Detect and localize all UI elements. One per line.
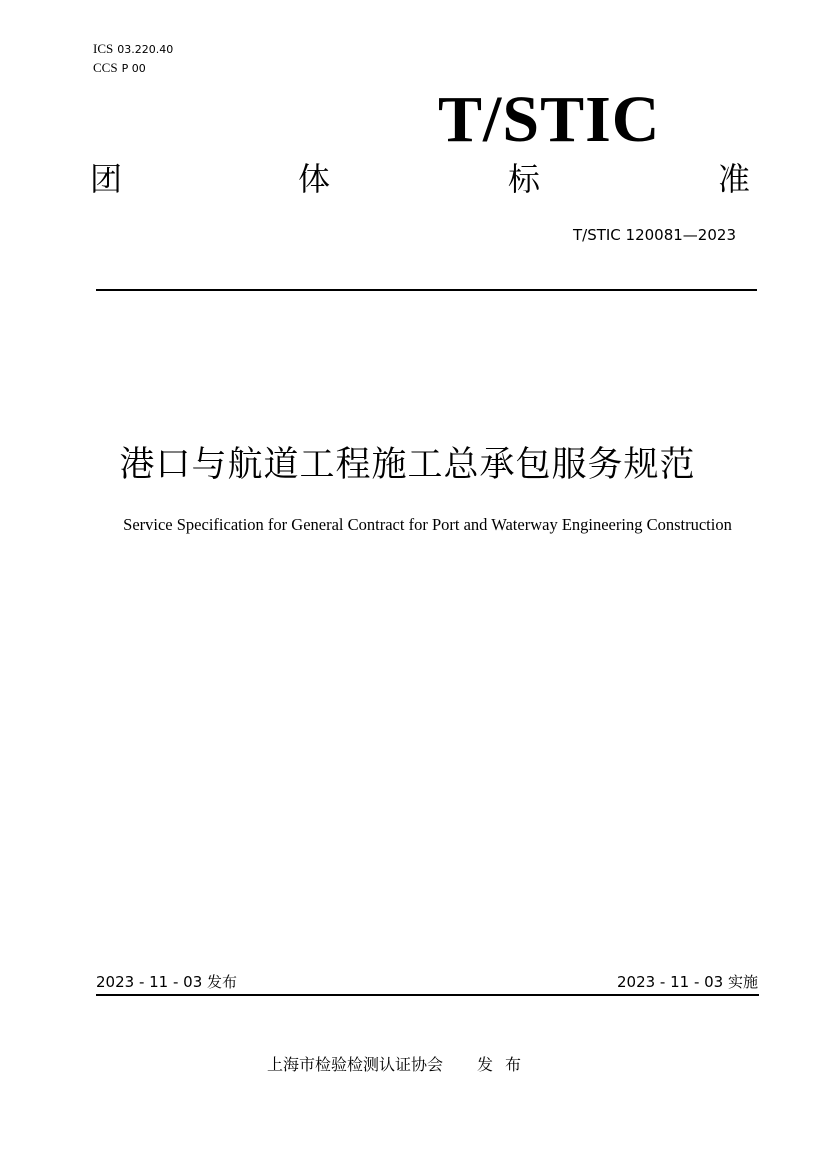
- standard-type-char-2: 体: [298, 160, 331, 198]
- ccs-label: CCS: [93, 60, 118, 75]
- ics-code-line: [93, 40, 173, 59]
- ics-value: 03.220.40: [117, 43, 174, 56]
- publish-date: 2023 - 11 - 03 发布: [96, 973, 238, 991]
- implement-date: 2023 - 11 - 03 实施: [616, 973, 758, 991]
- ics-label: ICS: [93, 41, 114, 56]
- ccs-code-line: [93, 59, 173, 78]
- publisher-action: 发布: [477, 1055, 534, 1074]
- document-title-chinese: 港口与航道工程施工总承包服务规范: [119, 445, 696, 485]
- standard-number: T/STIC 120081—2023: [572, 226, 736, 244]
- classification-codes: [93, 40, 173, 78]
- publisher-line: [267, 1053, 533, 1077]
- standard-type-char-1: 团: [90, 160, 123, 198]
- standard-type-heading: [90, 157, 750, 201]
- publisher-name: 上海市检验检测认证协会: [267, 1055, 444, 1074]
- organization-logo: T/STIC: [438, 83, 661, 156]
- ccs-value: P 00: [121, 62, 146, 75]
- standard-type-char-4: 准: [718, 160, 751, 198]
- bottom-divider: [96, 994, 759, 996]
- standard-type-char-3: 标: [508, 160, 541, 198]
- document-title-english: Service Specification for General Contract for Port and Waterway Engineering Construction: [123, 515, 732, 534]
- top-divider: [96, 289, 757, 291]
